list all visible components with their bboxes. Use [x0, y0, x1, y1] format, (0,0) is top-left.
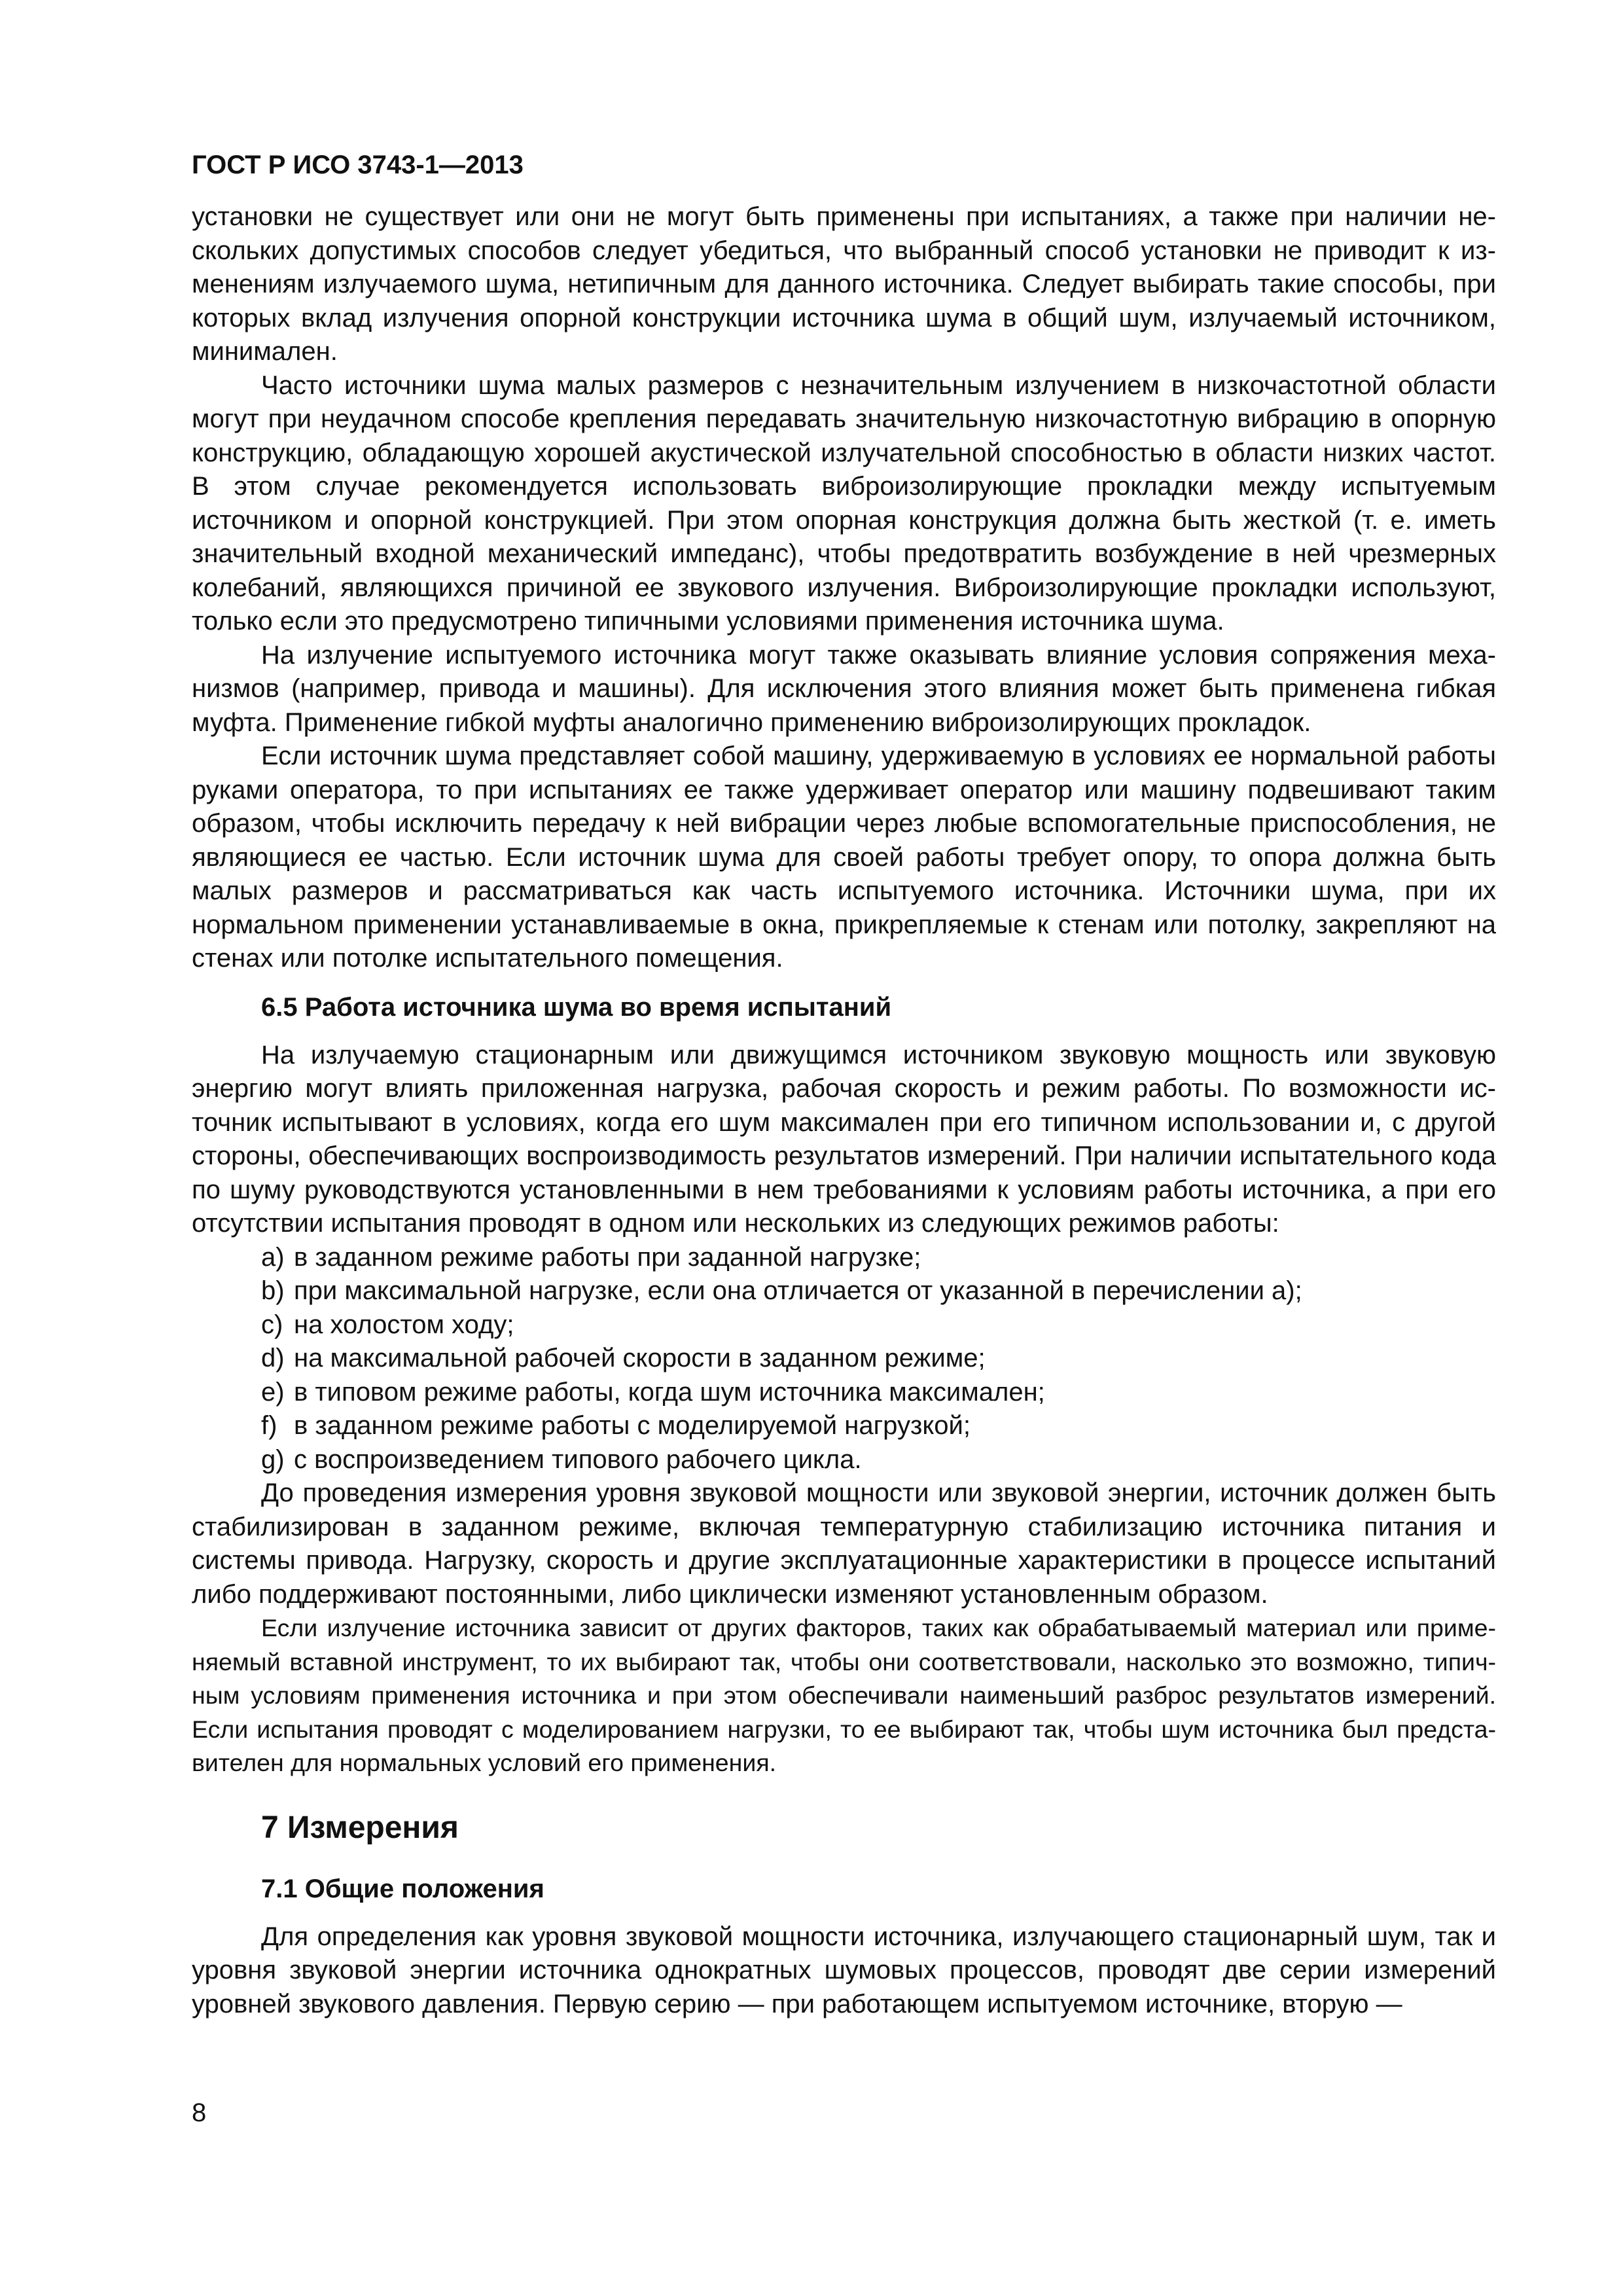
list-item	[192, 1409, 1496, 1443]
paragraph-operating-conditions: На излучаемую стационарным или движущимся источником звуковую мощность или звуковую энергию могут влиять приложенная нагрузка, рабочая скорость и режим работы. По возможности источник испытывают в условиях, когда его шум максимален при его типичном использовании и, с другой стороны, обеспечивающих воспроизводимость результатов измерений. При наличии испытательного кода по шуму руководствуются установленными в нем требованиями к условиям работы источника, а при его отсутствии испытания проводят в одном или нескольких из следующих режимов работы:	[192, 1040, 1496, 1238]
paragraph-stabilization: До проведения измерения уровня звуковой мощности или звуковой энергии, источник должен быть стабилизирован в заданном режиме, включая температурную стабилизацию источника питания и системы привода. Нагрузку, скорость и другие эксплуатационные характеристики в процессе испытаний либо поддерживают постоянными, либо циклически изменяют установленным образом.	[192, 1479, 1496, 1609]
list-item	[192, 1376, 1496, 1410]
list-item	[192, 1443, 1496, 1477]
list-marker: c)	[261, 1310, 283, 1339]
section-heading-7: 7 Измерения	[261, 1810, 459, 1845]
list-marker: g)	[261, 1444, 285, 1474]
operating-modes-list	[192, 1241, 1496, 1477]
section-heading-6-5: 6.5 Работа источника шума во время испытаний	[261, 992, 892, 1022]
section-heading-7-1: 7.1 Общие положения	[261, 1874, 544, 1903]
list-marker: f)	[261, 1411, 277, 1440]
list-marker: a)	[261, 1242, 285, 1272]
paragraph-measurements: Для определения как уровня звуковой мощности источника, излучающего стационарный шум, так и уровня звуковой энергии источника однократных шумовых процессов, проводят две серии измерений уровней звукового давления. Первую серию — при работающем испытуемом источнике, вторую —	[192, 1922, 1496, 2018]
list-item-text: с воспроизведением типового рабочего цикла.	[294, 1444, 862, 1474]
list-item-text: на максимальной рабочей скорости в заданном режиме;	[294, 1344, 986, 1372]
list-marker: b)	[261, 1276, 285, 1305]
list-item	[192, 1308, 1496, 1342]
paragraph-hand-held: Если источник шума представляет собой машину, удерживаемую в условиях ее нормальной работы руками оператора, то при испытаниях ее также удерживает оператор или машину подвешивают таким образом, чтобы исключить передачу к ней вибрации через любые вспомогательные приспособления, не являющиеся ее частью. Если источник шума для своей работы требует опору, то опора должна быть малых размеров и рассматриваться как часть испытуемого источника. Источники шума, при их нормальном применении устанавливаемые в окна, прикрепляемые к стенам или потолку, закрепляют на стенах или потолке испытательного помещения.	[192, 742, 1496, 973]
list-marker: d)	[261, 1344, 285, 1372]
list-item-text: в заданном режиме работы при заданной нагрузке;	[294, 1242, 921, 1272]
list-item-text: в типовом режиме работы, когда шум источника максимален;	[294, 1377, 1045, 1407]
document-page	[192, 148, 1496, 2021]
list-item	[192, 1342, 1496, 1376]
list-item-text: при максимальной нагрузке, если она отличается от указанной в перечислении а);	[294, 1276, 1302, 1305]
paragraph-vibration-isolation: Часто источники шума малых размеров с незначительным излучением в низкочастотной области могут при неудачном способе крепления передавать значительную низкочастотную вибрацию в опорную конструкцию, обладающую хорошей акустической излучательной способностью в области низких частот. В этом случае рекомендуется использовать виброизолирующие прокладки между испытуемым источником и опорной конструкцией. При этом опорная конструкция должна быть жесткой (т. е. иметь значительный входной механический импеданс), чтобы предотвратить возбуждение в ней чрезмерных колебаний, являющихся причиной ее звукового излучения. Виброизолирующие прокладки используют, только если это предусмотрено типичными условиями применения источника шума.	[192, 370, 1496, 636]
document-header: ГОСТ Р ИСО 3743-1—2013	[192, 151, 524, 179]
list-item	[192, 1241, 1496, 1275]
paragraph-other-factors: Если излучение источника зависит от других факторов, таких как обрабатываемый материал или применяемый вставной инструмент, то их выбирают так, чтобы они соответствовали, насколько это возможно, типичным условиям применения источника и при этом обеспечивали наименьший разброс результатов измерений. Если испытания проводят с моделированием нагрузки, то ее выбирают так, чтобы шум источника был представителен для нормальных условий его применения.	[192, 1614, 1496, 1776]
paragraph-coupling: На излучение испытуемого источника могут также оказывать влияние условия сопряжения механизмов (например, привода и машины). Для исключения этого влияния может быть применена гибкая муфта. Применение гибкой муфты аналогично применению виброизолирующих прокладок.	[192, 640, 1496, 737]
page-number: 8	[192, 2098, 207, 2127]
list-item-text: на холостом ходу;	[294, 1310, 514, 1339]
list-item	[192, 1274, 1496, 1308]
list-marker: e)	[261, 1377, 285, 1407]
list-item-text: в заданном режиме работы с моделируемой нагрузкой;	[294, 1411, 971, 1440]
paragraph-continuation: установки не существует или они не могут быть применены при испытаниях, а также при наличии нескольких допустимых способов следует убедиться, что выбранный способ установки не приводит к изменениям излучаемого шума, нетипичным для данного источника. Следует выбирать такие способы, при которых вклад излучения опорной конструкции источника шума в общий шум, излучаемый источником, минимален.	[192, 202, 1496, 366]
